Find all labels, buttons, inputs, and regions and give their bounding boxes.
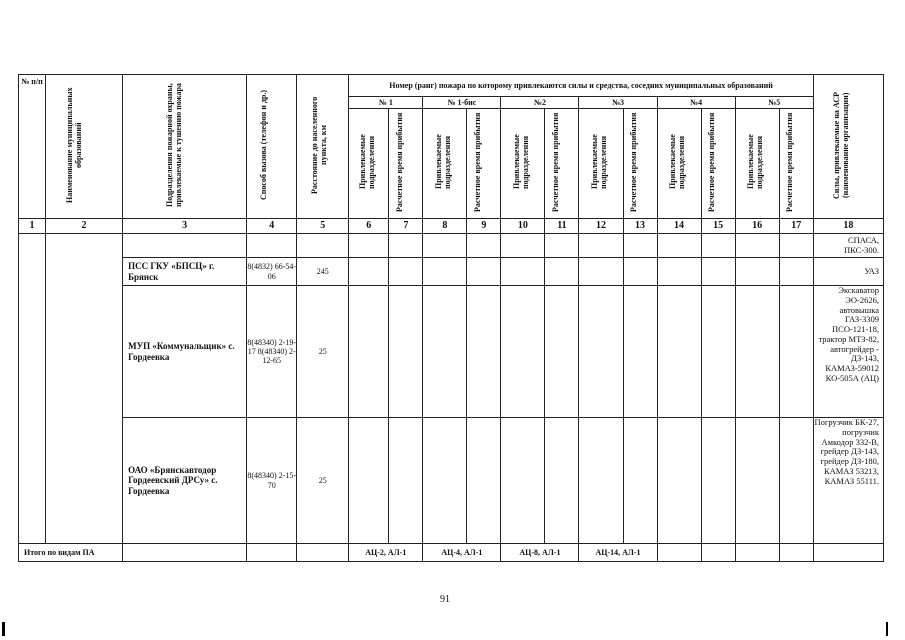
header-rank-5: №5 [735, 97, 813, 109]
header-attracted-units: Привлекаемые подразделения [657, 109, 701, 219]
column-number: 17 [779, 219, 813, 234]
fire-forces-table [18, 74, 884, 562]
header-arrival-time: Расчетное время прибытия [545, 109, 579, 219]
row-municipality-cell [46, 234, 123, 544]
asr-cell: Погрузчик БК-27, погрузчик Амкодор 332-В, грейдер ДЗ-143, грейдер ДЗ-180, КАМАЗ 53213, КАМАЗ 55111. [813, 418, 883, 544]
header-attracted-units: Привлекаемые подразделения [349, 109, 389, 219]
header-distance: Расстояние до населенного пункта, км [297, 75, 349, 219]
phone-cell: 8(4832) 66-54-06 [247, 258, 297, 286]
unit-cell: ПСС ГКУ «БПСЦ» г. Брянск [123, 258, 247, 286]
header-rank-2: №2 [501, 97, 579, 109]
header-num: № п/п [19, 75, 46, 219]
column-number: 7 [389, 219, 423, 234]
page-number: 91 [440, 594, 450, 605]
phone-cell: 8(48340) 2-19-17 8(48340) 2-12-65 [247, 286, 297, 418]
column-number: 4 [247, 219, 297, 234]
column-number: 10 [501, 219, 545, 234]
header-rank-3: №3 [579, 97, 657, 109]
totals-rank-1: АЦ-2, АЛ-1 [349, 544, 423, 562]
header-arrival-time: Расчетное время прибытия [701, 109, 735, 219]
header-fire-units: Подразделения пожарной охраны, привлекаемые к тушению пожара [123, 75, 247, 219]
column-number: 15 [701, 219, 735, 234]
header-attracted-units: Привлекаемые подразделения [735, 109, 779, 219]
header-attracted-units: Привлекаемые подразделения [501, 109, 545, 219]
distance-cell: 25 [297, 286, 349, 418]
totals-rank-1bis: АЦ-4, АЛ-1 [423, 544, 501, 562]
column-number: 6 [349, 219, 389, 234]
column-number: 18 [813, 219, 883, 234]
column-numbers-row [19, 219, 884, 234]
table-row [19, 234, 884, 258]
totals-row [19, 544, 884, 562]
totals-rank-3: АЦ-14, АЛ-1 [579, 544, 657, 562]
column-number: 9 [467, 219, 501, 234]
column-number: 14 [657, 219, 701, 234]
header-rank-4: №4 [657, 97, 735, 109]
asr-cell: УАЗ [813, 258, 883, 286]
header-asr-forces: Силы, привлекаемые на АСР (наименование организации) [813, 75, 883, 219]
scan-edge-mark [886, 622, 888, 636]
unit-cell: ОАО «Брянскавтодор Гордеевский ДРСу» с. Гордеевка [123, 418, 247, 544]
scan-edge-mark [2, 622, 5, 636]
asr-cell: Экскаватор ЭО-2626, автовышка ГАЗ-3309 ПСО-121-18, трактор МТЗ-82, автогрейдер - ДЗ-143, КАМАЗ-59012 КО-505А (АЦ) [813, 286, 883, 418]
header-call-method: Способ вызова (телефон и др.) [247, 75, 297, 219]
distance-cell [297, 234, 349, 258]
column-number: 3 [123, 219, 247, 234]
header-attracted-units: Привлекаемые подразделения [579, 109, 623, 219]
header-rank-1: № 1 [349, 97, 423, 109]
totals-label: Итого по видам ПА [19, 544, 123, 562]
header-arrival-time: Расчетное время прибытия [467, 109, 501, 219]
column-number: 13 [623, 219, 657, 234]
column-number: 5 [297, 219, 349, 234]
column-number: 2 [46, 219, 123, 234]
column-number: 8 [423, 219, 467, 234]
distance-cell: 245 [297, 258, 349, 286]
header-arrival-time: Расчетное время прибытия [779, 109, 813, 219]
phone-cell [247, 234, 297, 258]
column-number: 1 [19, 219, 46, 234]
phone-cell: 8(48340) 2-15-70 [247, 418, 297, 544]
unit-cell: МУП «Коммунальщик» с. Гордеевка [123, 286, 247, 418]
header-municipality: Наименование муниципальных образований [46, 75, 123, 219]
header-arrival-time: Расчетное время прибытия [623, 109, 657, 219]
header-rank-group: Номер (ранг) пожара по которому привлекаются силы и средства, соседних муниципальных образований [349, 75, 814, 97]
distance-cell: 25 [297, 418, 349, 544]
table-row [19, 418, 884, 544]
unit-cell [123, 234, 247, 258]
totals-rank-2: АЦ-8, АЛ-1 [501, 544, 579, 562]
table-row [19, 286, 884, 418]
row-num-cell [19, 234, 46, 544]
column-number: 16 [735, 219, 779, 234]
column-number: 11 [545, 219, 579, 234]
header-arrival-time: Расчетное время прибытия [389, 109, 423, 219]
column-number: 12 [579, 219, 623, 234]
asr-cell: СПАСА, ПКС-300. [813, 234, 883, 258]
header-rank-1bis: № 1-бис [423, 97, 501, 109]
header-attracted-units: Привлекаемые подразделения [423, 109, 467, 219]
table-row [19, 258, 884, 286]
